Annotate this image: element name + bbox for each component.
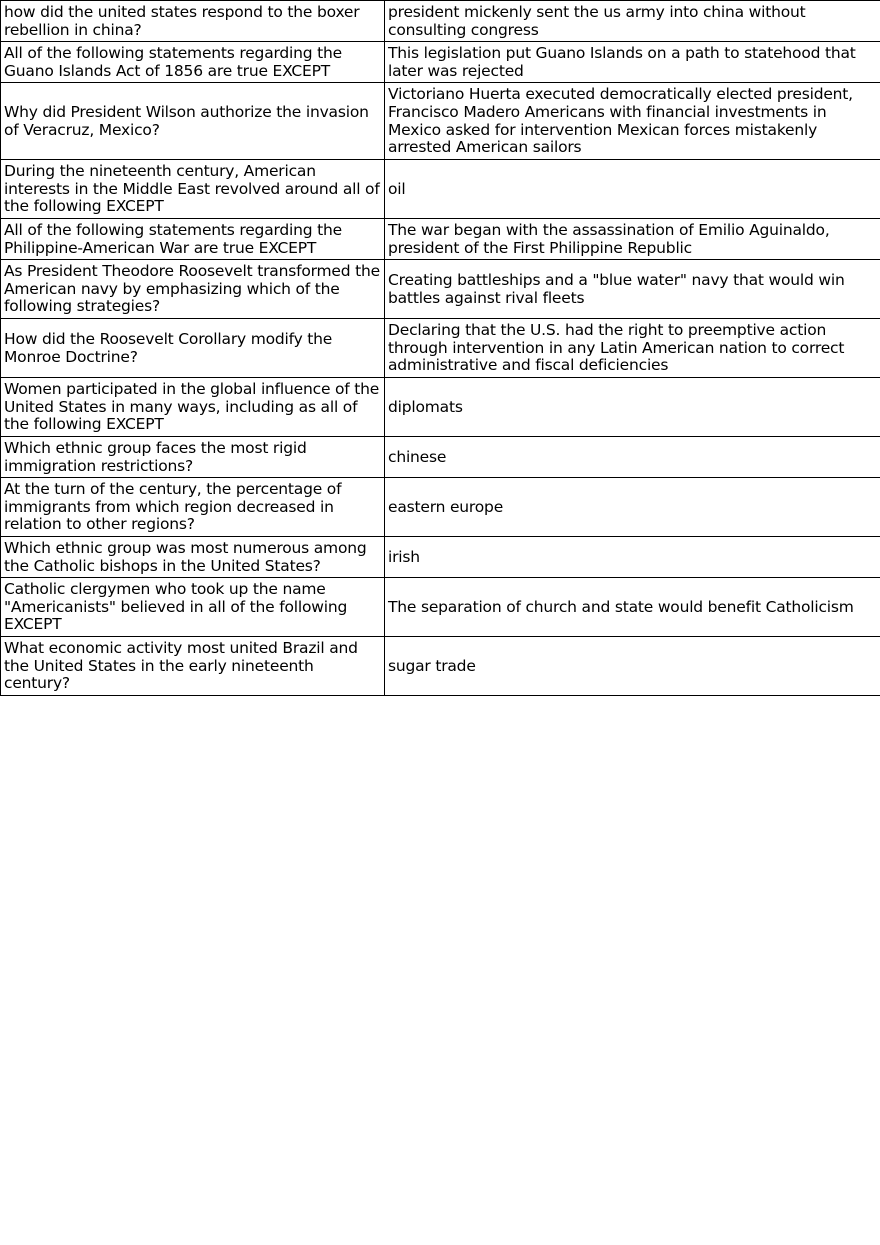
answer-cell: Victoriano Huerta executed democratically elected president, Francisco Madero Americans with financial investments in Mexico asked for intervention Mexican forces mistakenly arrested American sailors (385, 83, 880, 160)
table-row (1, 637, 880, 696)
answer-cell: sugar trade (385, 637, 880, 696)
answer-cell: Creating battleships and a "blue water" navy that would win battles against rival fleets (385, 260, 880, 319)
question-cell: Why did President Wilson authorize the invasion of Veracruz, Mexico? (1, 83, 385, 160)
table-row (1, 319, 880, 378)
table-row (1, 578, 880, 637)
question-cell: All of the following statements regarding the Guano Islands Act of 1856 are true EXCEPT (1, 42, 385, 83)
question-cell: Which ethnic group faces the most rigid immigration restrictions? (1, 437, 385, 478)
table-row (1, 478, 880, 537)
question-cell: As President Theodore Roosevelt transformed the American navy by emphasizing which of the following strategies? (1, 260, 385, 319)
answer-cell: chinese (385, 437, 880, 478)
table-row (1, 1, 880, 42)
table-row (1, 437, 880, 478)
table-row (1, 160, 880, 219)
answer-cell: eastern europe (385, 478, 880, 537)
table-row (1, 83, 880, 160)
question-cell: During the nineteenth century, American interests in the Middle East revolved around all of the following EXCEPT (1, 160, 385, 219)
answer-cell: oil (385, 160, 880, 219)
question-cell: Women participated in the global influence of the United States in many ways, including as all of the following EXCEPT (1, 378, 385, 437)
question-cell: What economic activity most united Brazil and the United States in the early nineteenth century? (1, 637, 385, 696)
table-row (1, 537, 880, 578)
answer-cell: The separation of church and state would benefit Catholicism (385, 578, 880, 637)
answer-cell: The war began with the assassination of Emilio Aguinaldo, president of the First Philippine Republic (385, 219, 880, 260)
question-cell: Which ethnic group was most numerous among the Catholic bishops in the United States? (1, 537, 385, 578)
question-cell: how did the united states respond to the boxer rebellion in china? (1, 1, 385, 42)
table-row (1, 378, 880, 437)
answer-cell: This legislation put Guano Islands on a path to statehood that later was rejected (385, 42, 880, 83)
question-cell: All of the following statements regarding the Philippine-American War are true EXCEPT (1, 219, 385, 260)
question-cell: How did the Roosevelt Corollary modify the Monroe Doctrine? (1, 319, 385, 378)
question-cell: Catholic clergymen who took up the name "Americanists" believed in all of the following EXCEPT (1, 578, 385, 637)
table-row (1, 219, 880, 260)
answer-cell: irish (385, 537, 880, 578)
answer-cell: president mickenly sent the us army into china without consulting congress (385, 1, 880, 42)
answer-cell: diplomats (385, 378, 880, 437)
question-cell: At the turn of the century, the percentage of immigrants from which region decreased in relation to other regions? (1, 478, 385, 537)
table-row (1, 42, 880, 83)
table-row (1, 260, 880, 319)
answer-cell: Declaring that the U.S. had the right to preemptive action through intervention in any Latin American nation to correct administrative and fiscal deficiencies (385, 319, 880, 378)
